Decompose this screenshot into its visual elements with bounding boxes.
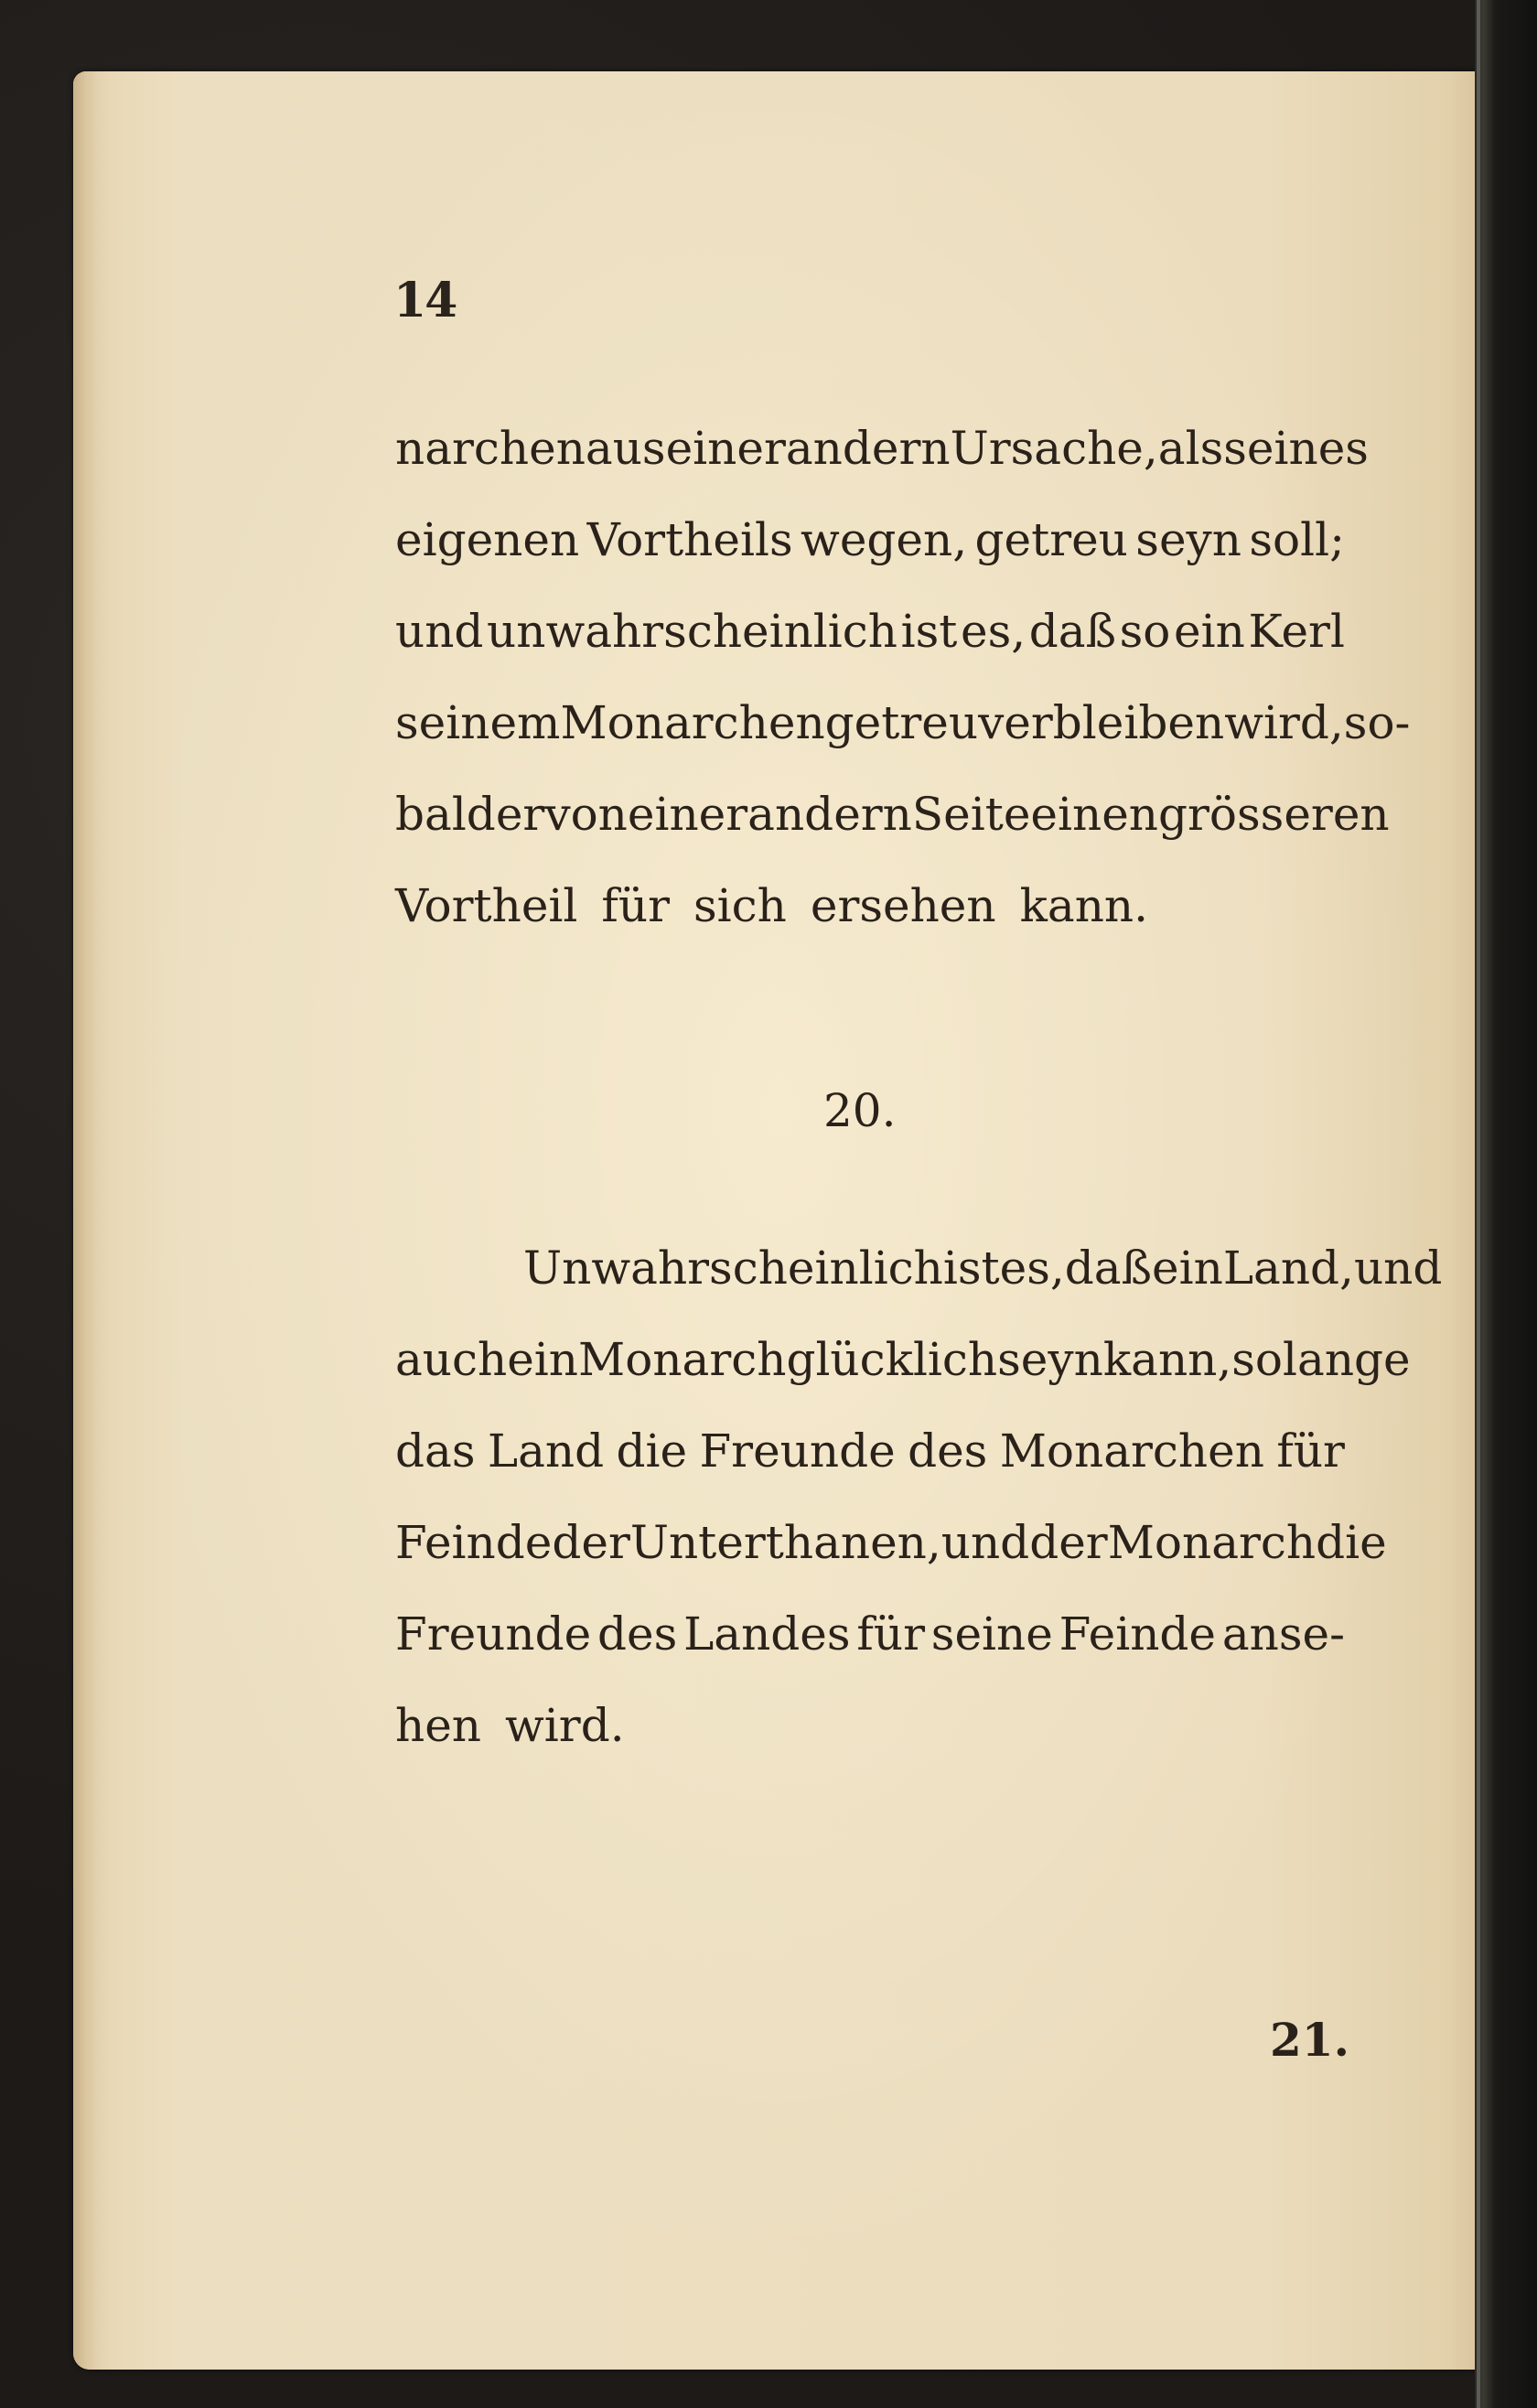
word: es,: [961, 605, 1026, 658]
text-line: [395, 769, 1390, 860]
word: eigenen: [395, 513, 580, 566]
word: für: [601, 879, 670, 932]
word: Land,: [1222, 1242, 1354, 1295]
word: daß: [1064, 1242, 1153, 1295]
word: Vortheil: [395, 879, 578, 932]
word: und: [940, 1516, 1030, 1569]
word: Seite: [911, 788, 1031, 841]
word: narchen: [395, 422, 586, 475]
word: wird.: [505, 1699, 625, 1752]
word: verbleiben: [978, 696, 1225, 749]
word: unwahrscheinlich: [487, 605, 897, 658]
word: Feinde: [395, 1516, 553, 1569]
word: wegen,: [801, 513, 968, 566]
text-line: [395, 403, 1369, 494]
word: ist: [900, 605, 958, 658]
word: der: [552, 1516, 630, 1569]
text-line: [395, 677, 1411, 769]
word: von: [544, 788, 628, 841]
word: es,: [999, 1242, 1065, 1295]
word: die: [1316, 1516, 1387, 1569]
text-line: [395, 586, 1345, 677]
text-line: [395, 860, 1345, 951]
word: Monarchen: [999, 1424, 1264, 1478]
word: für: [856, 1607, 925, 1661]
word: Monarch: [578, 1333, 787, 1386]
word: ein: [507, 1333, 579, 1386]
word: daß: [1028, 605, 1116, 658]
paragraph-1: [395, 403, 1411, 951]
word: lange: [1283, 1333, 1411, 1386]
word: des: [908, 1424, 988, 1478]
section-number: 20.: [823, 1084, 897, 1137]
word: ein: [1152, 1242, 1223, 1295]
text-line: [395, 1314, 1411, 1405]
word: ein: [1174, 605, 1245, 658]
word: soll;: [1249, 513, 1345, 566]
word: seine: [930, 1607, 1053, 1661]
word: ist: [942, 1242, 1000, 1295]
word: so: [1119, 605, 1171, 658]
section-20-paragraph: [395, 1222, 1443, 1771]
word: bald: [395, 788, 496, 841]
word: seinem: [395, 696, 561, 749]
word: einen: [1030, 788, 1158, 841]
word: Unwahrscheinlich: [523, 1242, 943, 1295]
text-line: [395, 1497, 1387, 1588]
word: anse-: [1221, 1607, 1345, 1661]
word: und: [1353, 1242, 1443, 1295]
word: grösseren: [1158, 788, 1390, 841]
word: Land: [487, 1424, 605, 1478]
word: kann,: [1102, 1333, 1232, 1386]
word: der: [1029, 1516, 1108, 1569]
gutter-line: [1477, 0, 1480, 2408]
word: kann.: [1019, 879, 1148, 932]
word: aus: [585, 422, 666, 475]
word: getreu: [974, 513, 1128, 566]
word: Freunde: [699, 1424, 896, 1478]
word: seyn: [1135, 513, 1241, 566]
word: seyn: [997, 1333, 1103, 1386]
word: so: [1231, 1333, 1284, 1386]
word: Vortheils: [586, 513, 793, 566]
text-line: [395, 494, 1345, 586]
word: seines: [1223, 422, 1369, 475]
word: glücklich: [786, 1333, 998, 1386]
word: wird,: [1224, 696, 1344, 749]
text-line: [395, 1680, 1345, 1771]
word: getreu: [824, 696, 979, 749]
word: er: [495, 788, 545, 841]
word: Ursache,: [950, 422, 1158, 475]
word: so-: [1343, 696, 1411, 749]
word: und: [395, 605, 484, 658]
word: Freunde: [395, 1607, 592, 1661]
word: die: [616, 1424, 688, 1478]
word: einer: [627, 788, 748, 841]
word: einer: [665, 422, 786, 475]
word: hen: [395, 1699, 481, 1752]
text-line: [395, 1405, 1345, 1497]
page-edge-shadow: [73, 71, 97, 2370]
word: für: [1276, 1424, 1345, 1478]
page-number: 14: [393, 273, 457, 328]
book-gutter: [1475, 0, 1537, 2408]
word: Feinde: [1059, 1607, 1216, 1661]
word: Landes: [683, 1607, 851, 1661]
word: ersehen: [810, 879, 996, 932]
word: andern: [785, 422, 951, 475]
word: andern: [747, 788, 912, 841]
word: auch: [395, 1333, 508, 1386]
word: des: [597, 1607, 678, 1661]
word: Monarchen: [560, 696, 825, 749]
word: das: [395, 1424, 476, 1478]
text-line: [395, 1588, 1345, 1680]
word: als: [1157, 422, 1224, 475]
catchword: 21.: [1270, 2013, 1349, 2067]
word: Kerl: [1248, 605, 1345, 658]
text-line: [395, 1222, 1443, 1314]
word: Monarch: [1107, 1516, 1317, 1569]
word: Unterthanen,: [629, 1516, 941, 1569]
word: sich: [693, 879, 787, 932]
